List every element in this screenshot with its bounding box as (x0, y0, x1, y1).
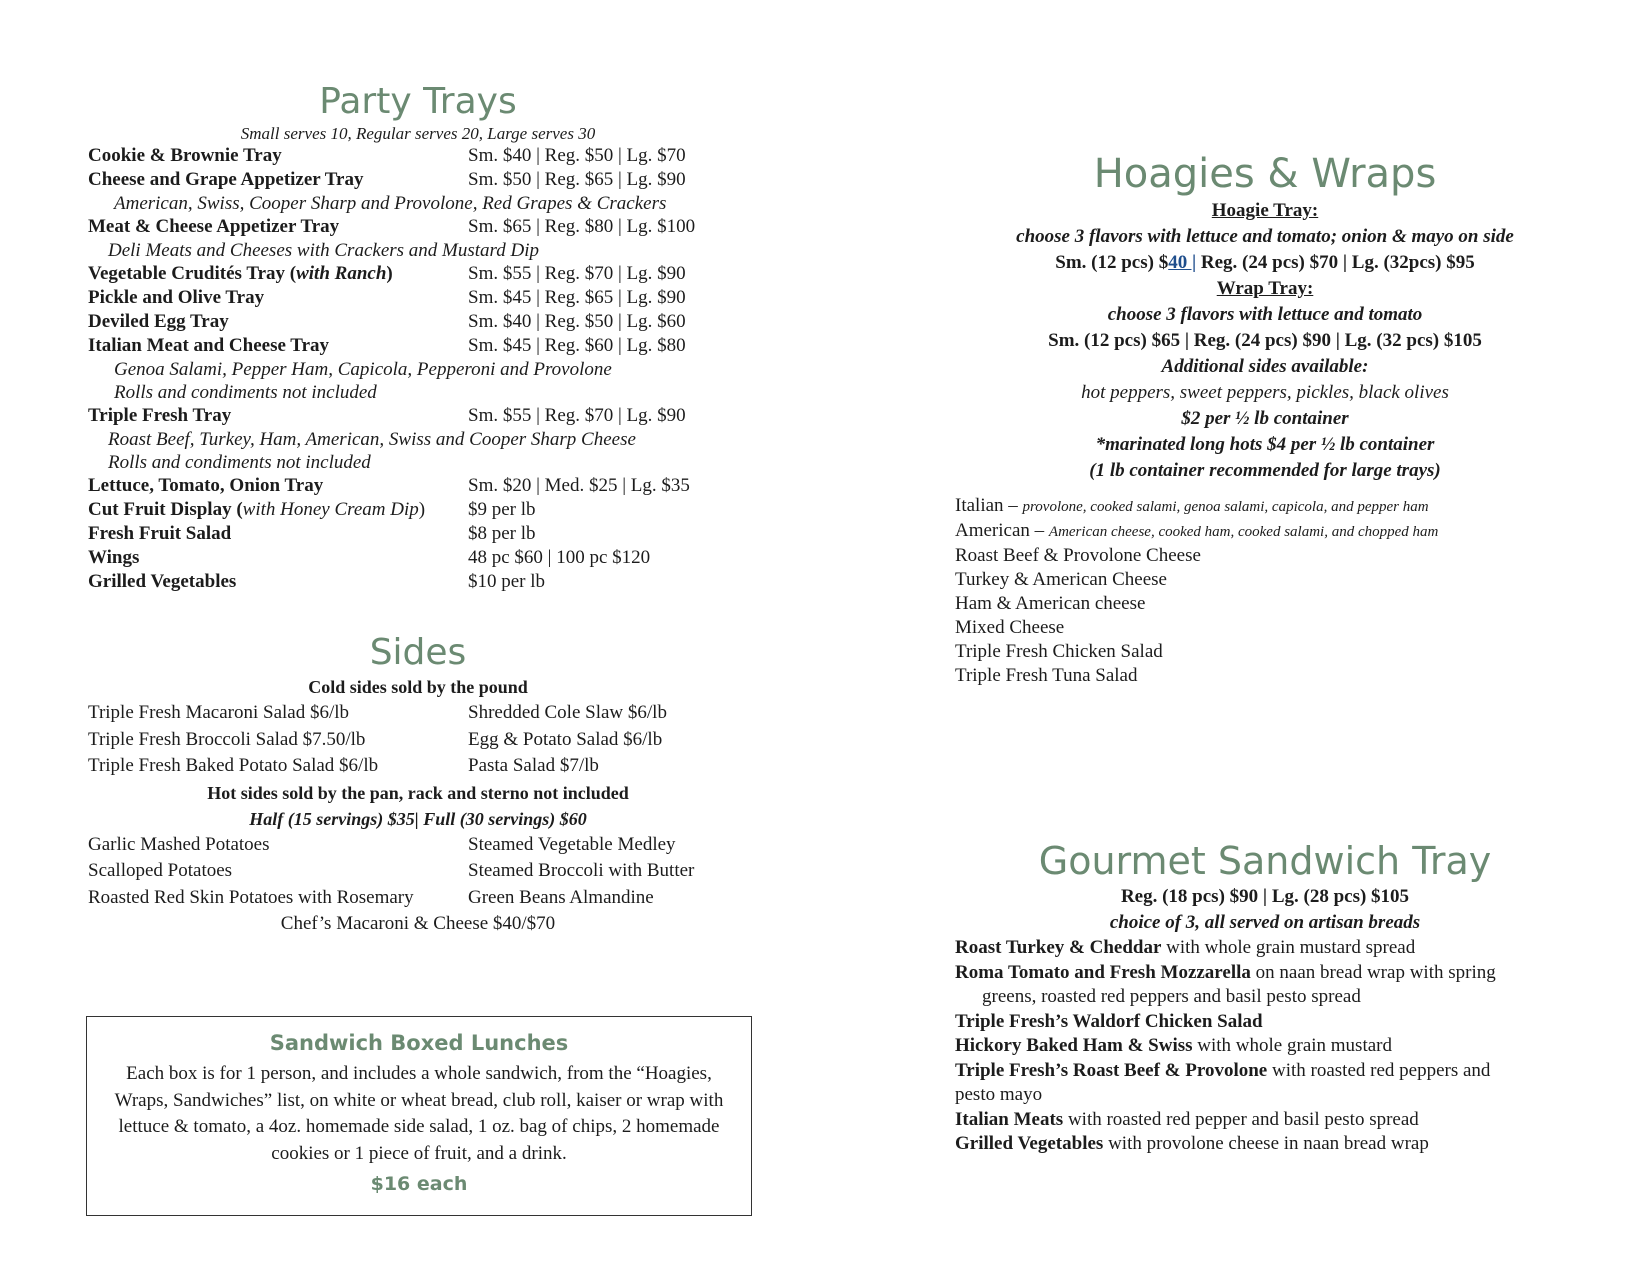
tray-name (88, 262, 468, 286)
gourmet-choice: choice of 3, all served on artisan breads (1109, 912, 1421, 933)
gourmet-item-desc: with provolone cheese in naan bread wrap (1103, 1133, 1429, 1154)
wrap-tray-label: Wrap Tray: (1216, 278, 1314, 299)
gourmet-title: Gourmet Sandwich Tray (1038, 839, 1492, 883)
tray-name-end: ) (418, 499, 426, 520)
tray-name: Fresh Fruit Salad (88, 523, 232, 544)
tray-price: 48 pc $60 | 100 pc $120 (468, 547, 651, 568)
tray-name-text: Vegetable Crudités Tray ( (88, 263, 297, 284)
boxed-lunches-price: $16 each (370, 1173, 468, 1195)
flavor-item: Triple Fresh Chicken Salad (955, 641, 1163, 662)
flavor-item: Triple Fresh Tuna Salad (955, 665, 1138, 686)
tray-price: Sm. $55 | Reg. $70 | Lg. $90 (468, 263, 686, 284)
tray-row (88, 262, 748, 286)
marinated-note: *marinated long hots $4 per ½ lb container (1095, 434, 1435, 455)
hoagie-tray-desc: choose 3 flavors with lettuce and tomato; onion & mayo on side (1016, 226, 1514, 247)
tray-price: Sm. $40 | Reg. $50 | Lg. $70 (468, 145, 686, 166)
hot-sides-price: Half (15 servings) $35| Full (30 servings) $60 (249, 808, 587, 829)
tray-name-italic: with Honey Cream Dip (242, 499, 419, 520)
tray-price: $8 per lb (468, 523, 536, 544)
tray-price: $9 per lb (468, 499, 536, 520)
tray-name: Italian Meat and Cheese Tray (88, 335, 330, 356)
hot-sides-header: Hot sides sold by the pan, rack and sterno not included (207, 782, 629, 803)
tray-name: Cookie & Brownie Tray (88, 145, 282, 166)
flavor-item: Roast Beef & Provolone Cheese (955, 545, 1201, 566)
side-row (88, 858, 748, 885)
flavor-item: Turkey & American Cheese (955, 569, 1167, 590)
side-item: Steamed Vegetable Medley (468, 833, 676, 855)
gourmet-item-name: Roma Tomato and Fresh Mozzarella (955, 961, 1251, 983)
gourmet-item (955, 961, 1575, 986)
tray-name: Meat & Cheese Appetizer Tray (88, 216, 340, 237)
additional-sides-label: Additional sides available: (1161, 356, 1369, 377)
hoagie-price-end: Reg. (24 pcs) $70 | Lg. (32pcs) $95 (1196, 252, 1475, 273)
side-item: Roasted Red Skin Potatoes with Rosemary (88, 886, 414, 908)
tray-name: Grilled Vegetables (88, 571, 237, 592)
tray-name: Cheese and Grape Appetizer Tray (88, 169, 364, 190)
tray-description: Roast Beef, Turkey, Ham, American, Swiss and Cooper Sharp Cheese (108, 429, 636, 450)
tray-row (88, 215, 748, 239)
side-row (88, 753, 748, 780)
gourmet-item-desc: with whole grain mustard (1192, 1035, 1392, 1056)
tray-name: Pickle and Olive Tray (88, 287, 265, 308)
gourmet-item-name: Roast Turkey & Cheddar (955, 937, 1162, 958)
gourmet-item (955, 1059, 1575, 1084)
side-item: Egg & Potato Salad $6/lb (468, 728, 663, 750)
gourmet-item (955, 1034, 1575, 1059)
tray-price: Sm. $45 | Reg. $60 | Lg. $80 (468, 335, 686, 356)
tray-row (88, 498, 748, 522)
side-row (88, 727, 748, 754)
tray-row (88, 168, 748, 192)
tray-name (88, 498, 468, 522)
sides-title: Sides (369, 632, 467, 673)
tray-row (88, 144, 748, 168)
side-item: Triple Fresh Macaroni Salad $6/lb (88, 702, 350, 723)
cold-sides-header: Cold sides sold by the pound (308, 677, 528, 697)
right-column (955, 150, 1575, 1157)
tray-name: Deviled Egg Tray (88, 311, 229, 332)
tray-description: American, Swiss, Cooper Sharp and Provolone, Red Grapes & Crackers (114, 193, 667, 214)
tray-name-italic: with Ranch (296, 263, 387, 284)
gourmet-item (955, 1132, 1575, 1157)
tray-note: Rolls and condiments not included (114, 382, 377, 403)
tray-price: Sm. $40 | Reg. $50 | Lg. $60 (468, 311, 686, 332)
tray-price: Sm. $65 | Reg. $80 | Lg. $100 (468, 216, 696, 237)
flavor-item (955, 494, 1575, 519)
tray-row (88, 546, 748, 570)
gourmet-item-continuation: greens, roasted red peppers and basil pesto spread (982, 986, 1361, 1007)
gourmet-item-desc: with roasted red peppers and (1267, 1059, 1491, 1081)
left-column (88, 80, 748, 937)
side-item: Garlic Mashed Potatoes (88, 833, 270, 855)
gourmet-item-name: Grilled Vegetables (955, 1133, 1104, 1154)
tray-row (88, 310, 748, 334)
wrap-tray-desc: choose 3 flavors with lettuce and tomato (1107, 304, 1423, 325)
tray-price: $10 per lb (468, 571, 546, 592)
tray-price: Sm. $55 | Reg. $70 | Lg. $90 (468, 405, 686, 426)
boxed-lunches-text: Each box is for 1 person, and includes a whole sandwich, from the “Hoagies, Wraps, Sandwiches” list, on white or wheat bread, club roll, kaiser or wrap with lettuce & tomato, a 4oz. homemade side salad, 1 oz. bag of chips, 2 homemade cookies or 1 piece of fruit, and a drink. (114, 1063, 724, 1164)
gourmet-item-name: Triple Fresh’s Roast Beef & Provolone (955, 1059, 1268, 1081)
party-trays-subtitle: Small serves 10, Regular serves 20, Large serves 30 (240, 124, 596, 143)
tray-name-end: ) (386, 263, 393, 284)
additional-sides-list: hot peppers, sweet peppers, pickles, black olives (1081, 382, 1449, 403)
gourmet-item (955, 936, 1575, 961)
gourmet-item-desc: on naan bread wrap with spring (1250, 961, 1496, 983)
tray-price: Sm. $20 | Med. $25 | Lg. $35 (468, 475, 690, 496)
side-item: Triple Fresh Broccoli Salad $7.50/lb (88, 728, 366, 750)
gourmet-item-desc: with whole grain mustard spread (1161, 937, 1416, 958)
tray-description: Genoa Salami, Pepper Ham, Capicola, Pepperoni and Provolone (114, 359, 612, 380)
side-row (88, 832, 748, 859)
tray-description: Deli Meats and Cheeses with Crackers and Mustard Dip (108, 240, 539, 261)
hoagie-price-link[interactable]: 40 | (1168, 252, 1197, 273)
tray-row (88, 570, 748, 594)
side-row (88, 700, 748, 727)
additional-sides-price: $2 per ½ lb container (1181, 408, 1349, 429)
gourmet-item-name: Triple Fresh’s Waldorf Chicken Salad (955, 1010, 1263, 1032)
side-item: Pasta Salad $7/lb (468, 755, 599, 776)
gourmet-price: Reg. (18 pcs) $90 | Lg. (28 pcs) $105 (1120, 886, 1410, 907)
boxed-lunches-title: Sandwich Boxed Lunches (269, 1031, 569, 1055)
hoagie-tray-price (955, 250, 1575, 276)
hoagie-tray-label: Hoagie Tray: (1211, 200, 1319, 221)
tray-name-text: Cut Fruit Display ( (88, 499, 243, 520)
side-item: Green Beans Almandine (468, 886, 654, 908)
tray-row (88, 522, 748, 546)
flavor-item (955, 519, 1575, 544)
hoagie-price-start: Sm. (12 pcs) $ (1055, 252, 1169, 273)
tray-name: Triple Fresh Tray (88, 405, 232, 426)
side-item: Triple Fresh Baked Potato Salad $6/lb (88, 755, 379, 776)
side-row (88, 885, 748, 912)
flavor-item: Mixed Cheese (955, 617, 1065, 638)
flavor-item: Ham & American cheese (955, 593, 1146, 614)
gourmet-item-continuation: pesto mayo (955, 1084, 1043, 1105)
tray-row (88, 404, 748, 428)
hoagies-title: Hoagies & Wraps (1093, 151, 1437, 197)
gourmet-item (955, 1108, 1575, 1133)
gourmet-item (955, 1010, 1575, 1035)
side-item: Steamed Broccoli with Butter (468, 860, 695, 881)
flavor-detail: provolone, cooked salami, genoa salami, capicola, and pepper ham (1022, 499, 1429, 515)
flavor-name: American – (955, 520, 1049, 541)
flavor-name: Italian – (955, 495, 1023, 516)
tray-row (88, 286, 748, 310)
boxed-lunches-box (86, 1016, 752, 1216)
recommend-note: (1 lb container recommended for large trays) (1089, 460, 1441, 481)
tray-price: Sm. $50 | Reg. $65 | Lg. $90 (468, 169, 686, 190)
flavor-detail: American cheese, cooked ham, cooked salami, and chopped ham (1048, 524, 1439, 540)
tray-name: Lettuce, Tomato, Onion Tray (88, 475, 324, 496)
side-item: Shredded Cole Slaw $6/lb (468, 702, 667, 723)
mac-and-cheese: Chef’s Macaroni & Cheese $40/$70 (280, 913, 556, 934)
gourmet-item-name: Italian Meats (955, 1108, 1064, 1130)
tray-row (88, 334, 748, 358)
gourmet-item-name: Hickory Baked Ham & Swiss (955, 1035, 1193, 1056)
wrap-tray-price: Sm. (12 pcs) $65 | Reg. (24 pcs) $90 | Lg. (32 pcs) $105 (1048, 330, 1482, 351)
party-trays-title: Party Trays (319, 81, 517, 122)
side-item: Scalloped Potatoes (88, 860, 233, 881)
tray-row (88, 474, 748, 498)
tray-name: Wings (88, 547, 140, 568)
gourmet-item-desc: with roasted red pepper and basil pesto spread (1063, 1108, 1419, 1130)
tray-price: Sm. $45 | Reg. $65 | Lg. $90 (468, 287, 686, 308)
tray-note: Rolls and condiments not included (108, 452, 371, 473)
